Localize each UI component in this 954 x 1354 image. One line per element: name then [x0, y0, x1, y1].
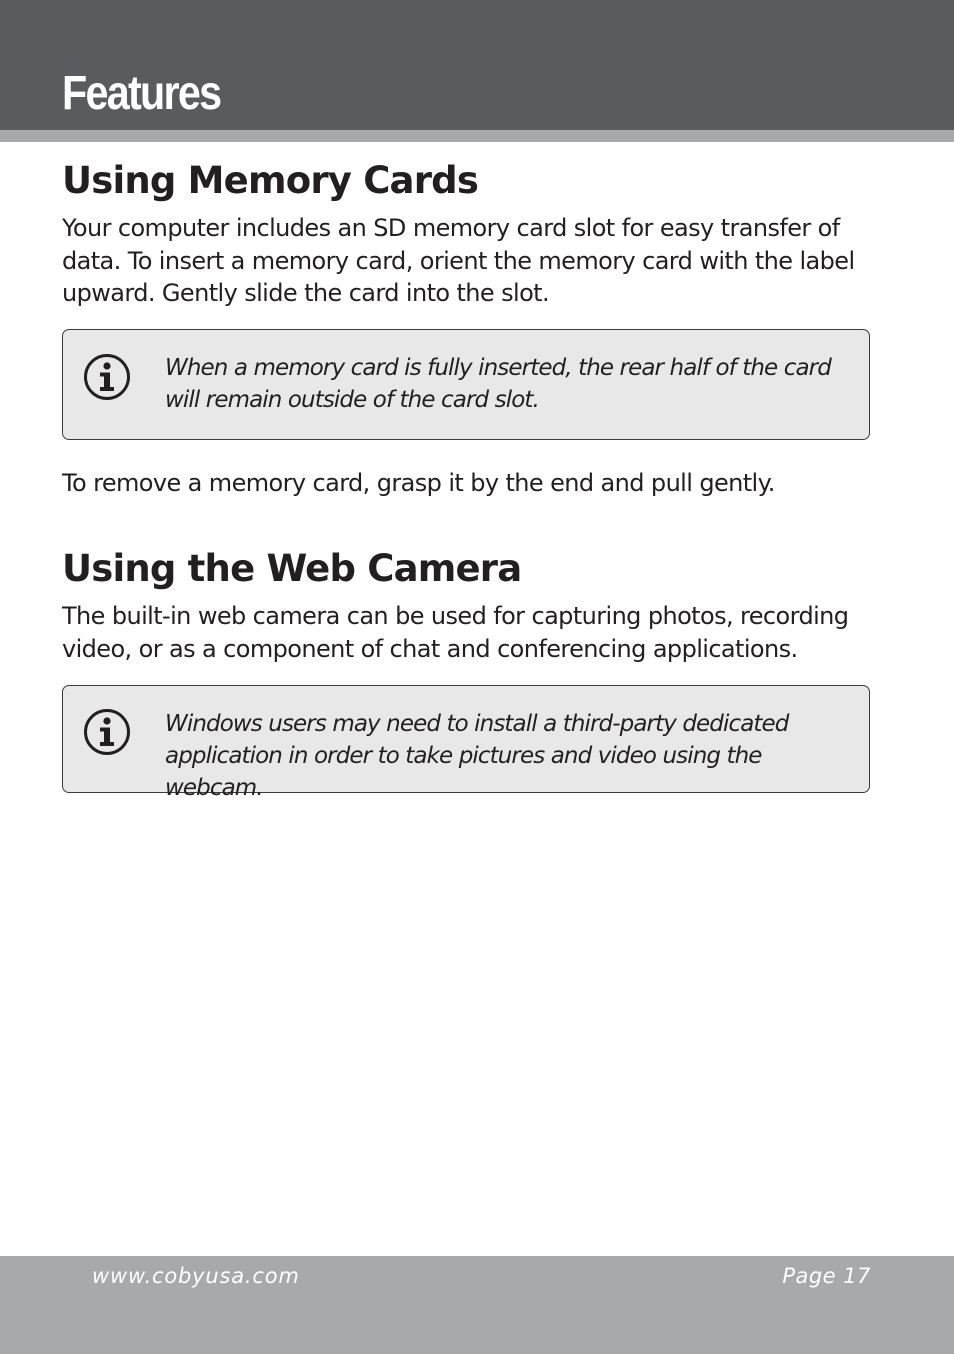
- page-title: Features: [62, 67, 221, 120]
- web-camera-paragraph: The built-in web camera can be used for capturing photos, recording video, or as a component of chat and conferencing applications.: [62, 602, 849, 663]
- note-box-memory-card: [62, 329, 870, 440]
- info-icon: [83, 353, 131, 401]
- footer-page-number: Page 17: [782, 1264, 871, 1288]
- section-title-memory-cards: Using Memory Cards: [62, 159, 479, 202]
- remove-card-paragraph: To remove a memory card, grasp it by the end and pull gently.: [62, 469, 775, 497]
- info-icon: [83, 708, 131, 756]
- section-title-web-camera: Using the Web Camera: [62, 547, 522, 590]
- footer-website-link[interactable]: www.cobyusa.com: [92, 1264, 300, 1288]
- note-box-webcam: [62, 685, 870, 801]
- memory-cards-paragraph: Your computer includes an SD memory card slot for easy transfer of data. To insert a memory card, orient the memory card with the label upward. Gently slide the card into the slot.: [62, 214, 855, 307]
- note-text-memory-card: When a memory card is fully inserted, the rear half of the card will remain outside of the card slot.: [165, 355, 831, 413]
- header-accent-strip: [0, 130, 954, 142]
- note-text-webcam: Windows users may need to install a third-party dedicated application in order to take pictures and video using the webcam.: [165, 711, 789, 801]
